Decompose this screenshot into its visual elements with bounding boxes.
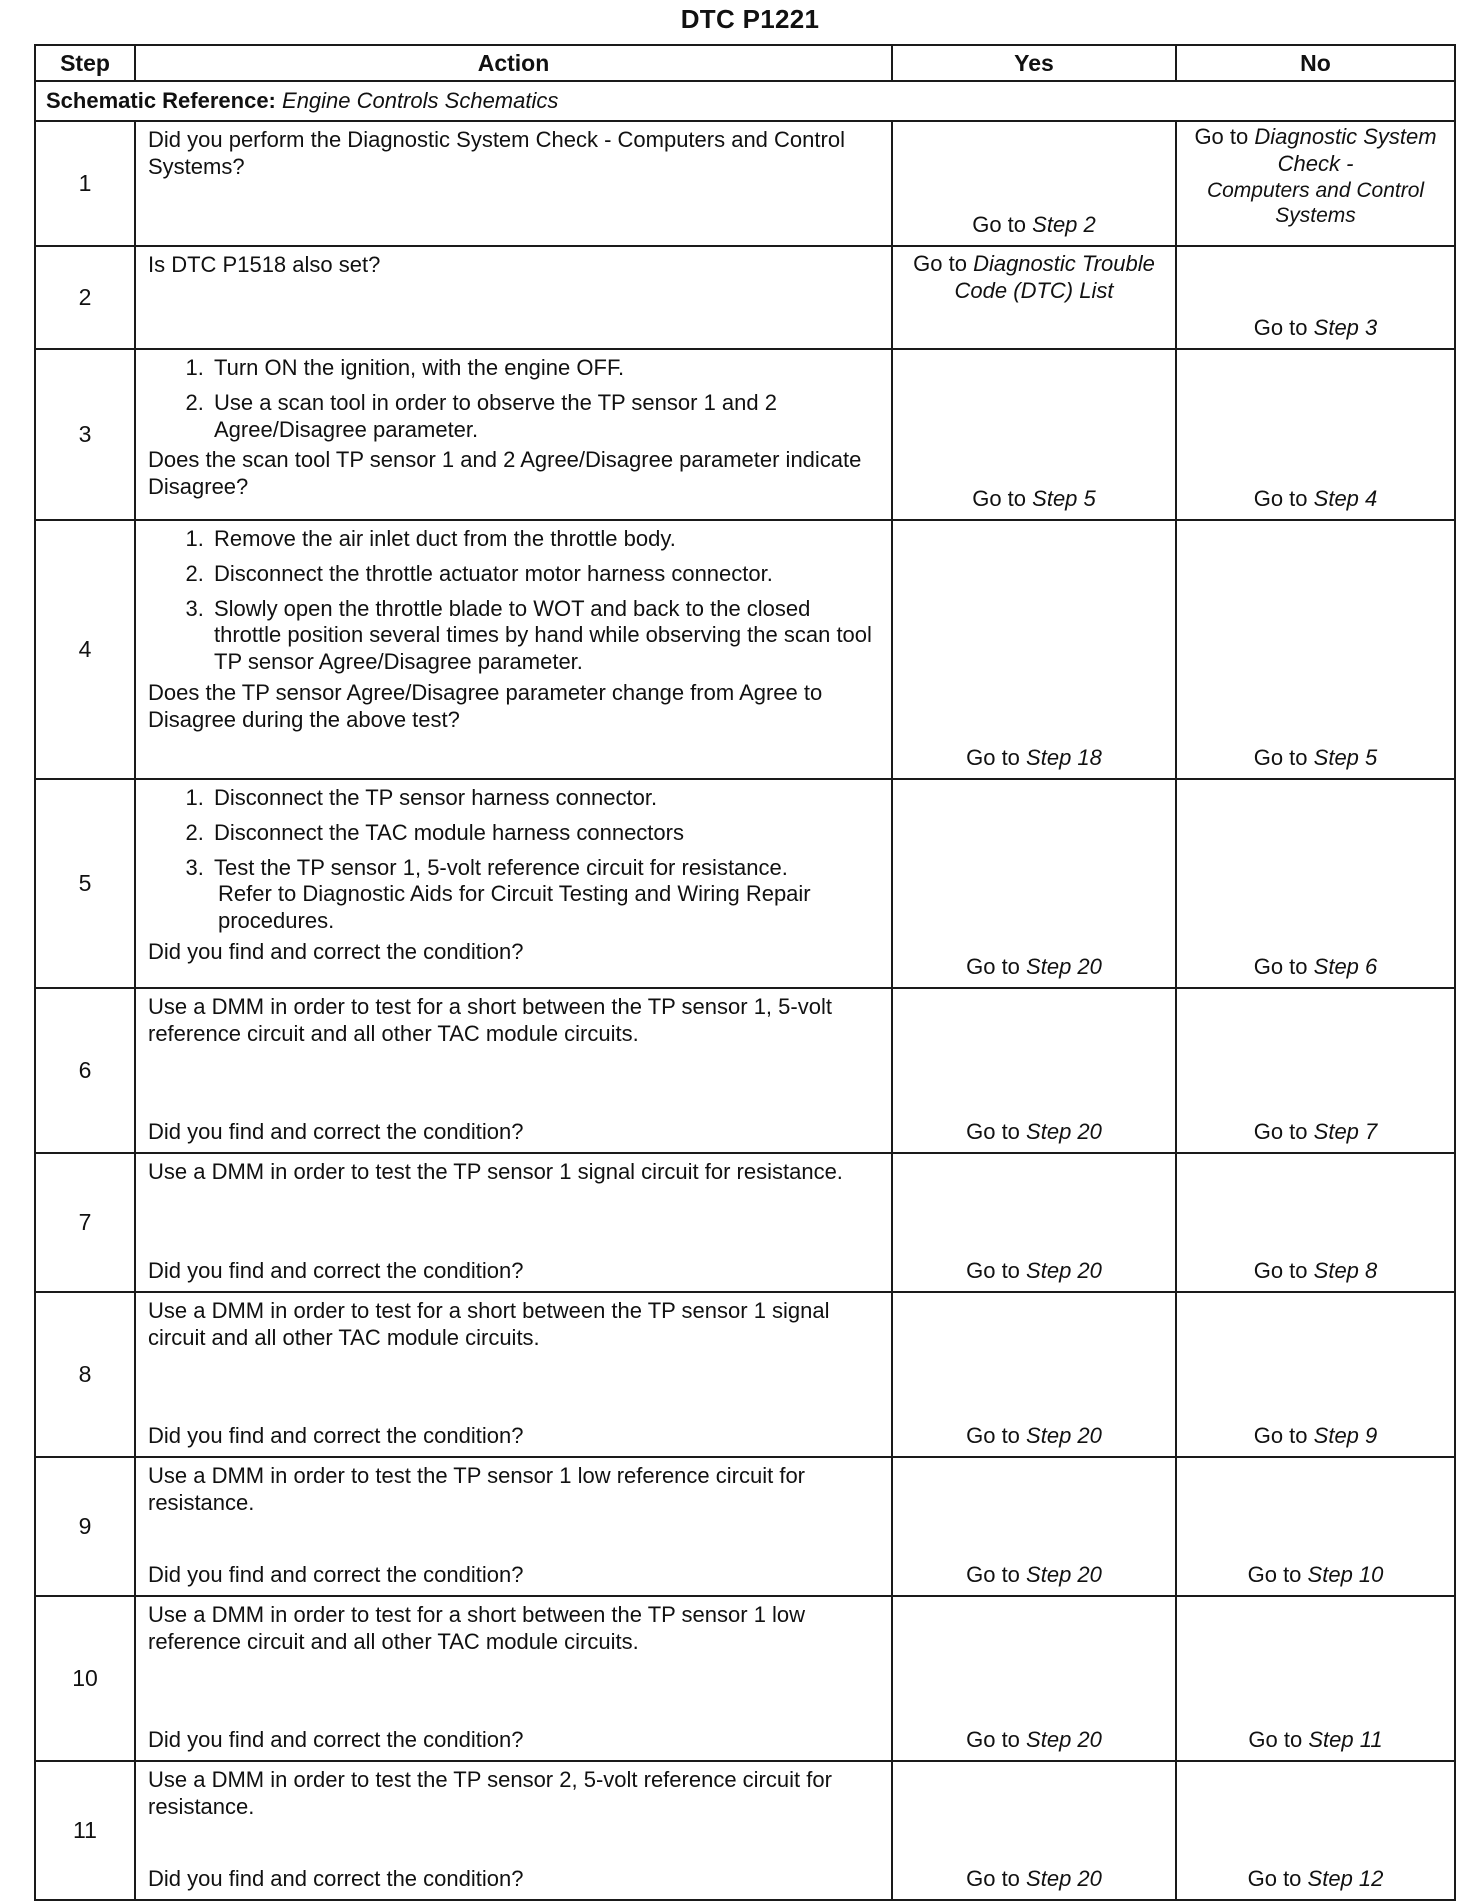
- action-cell: [135, 1596, 892, 1761]
- no-reference: Step 3: [1313, 315, 1378, 341]
- no-prefix: Go to: [1194, 124, 1249, 149]
- action-content: [148, 1463, 881, 1589]
- yes-reference: Step 20: [1026, 1727, 1102, 1753]
- action-question: Did you find and correct the condition?: [148, 1423, 524, 1449]
- yes-prefix: Go to: [972, 486, 1027, 512]
- no-cell: [1176, 1596, 1455, 1761]
- yes-reference: Step 20: [1026, 954, 1102, 980]
- substep-item: 1. Turn ON the ignition, with the engine OFF.: [210, 355, 881, 382]
- yes-prefix: Go to: [966, 1258, 1020, 1284]
- yes-reference: Step 20: [1026, 1562, 1102, 1588]
- action-cell: [135, 520, 892, 779]
- step-number: 11: [35, 1761, 135, 1900]
- yes-reference: Step 20: [1026, 1423, 1102, 1449]
- schematic-reference-link: Engine Controls Schematics: [282, 87, 559, 113]
- header-yes: Yes: [892, 45, 1176, 81]
- step-number: 7: [35, 1153, 135, 1292]
- table-row: [35, 1596, 1455, 1761]
- yes-cell: [892, 349, 1176, 520]
- action-cell: [135, 1153, 892, 1292]
- no-prefix: Go to: [1248, 1727, 1303, 1753]
- header-no: No: [1176, 45, 1455, 81]
- action-text: Use a DMM in order to test the TP sensor 1 signal circuit for resistance.: [148, 1159, 843, 1184]
- step-number: 10: [35, 1596, 135, 1761]
- schematic-reference: [35, 81, 1455, 121]
- no-prefix: Go to: [1247, 1866, 1302, 1892]
- table-row: [35, 1153, 1455, 1292]
- step-number: 1: [35, 121, 135, 246]
- table-row: [35, 520, 1455, 779]
- substep-item: 3. Slowly open the throttle blade to WOT and back to the closed throttle position several times by hand while observing the scan tool TP sensor Agree/Disagree parameter.: [210, 596, 881, 676]
- yes-cell: [892, 1457, 1176, 1596]
- substep-item: [210, 855, 881, 935]
- action-text: Use a DMM in order to test the TP sensor 1 low reference circuit for resistance.: [148, 1463, 806, 1515]
- no-cell: [1176, 121, 1455, 246]
- no-cell: [1176, 1153, 1455, 1292]
- step-number: 3: [35, 349, 135, 520]
- action-question: Did you find and correct the condition?: [148, 1727, 524, 1753]
- substep-list: [148, 355, 881, 443]
- action-content: [148, 994, 881, 1146]
- action-cell: [135, 1457, 892, 1596]
- no-reference: Step 6: [1313, 954, 1378, 980]
- no-prefix: Go to: [1253, 315, 1308, 341]
- no-cell: [1176, 349, 1455, 520]
- substep-item: 2. Disconnect the throttle actuator motor harness connector.: [210, 561, 881, 588]
- step-number: 5: [35, 779, 135, 988]
- no-cell: [1176, 1457, 1455, 1596]
- action-question: Did you find and correct the condition?: [148, 1119, 524, 1145]
- no-cell: [1176, 520, 1455, 779]
- action-cell: [135, 349, 892, 520]
- yes-prefix: Go to: [966, 954, 1020, 980]
- substep-note: Refer to Diagnostic Aids for Circuit Testing and Wiring Repair procedures.: [218, 881, 811, 934]
- yes-cell: [892, 779, 1176, 988]
- no-prefix: Go to: [1253, 486, 1308, 512]
- action-question: Did you find and correct the condition?: [148, 1562, 524, 1588]
- action-cell: [135, 1292, 892, 1457]
- yes-cell: [892, 1153, 1176, 1292]
- no-reference: Diagnostic System Check -: [1254, 124, 1437, 176]
- yes-reference: Step 20: [1026, 1866, 1102, 1892]
- substep-text: Test the TP sensor 1, 5-volt reference circuit for resistance.: [214, 854, 788, 880]
- action-question: Did you find and correct the condition?: [148, 1258, 524, 1284]
- yes-reference: Diagnostic Trouble Code (DTC) List: [954, 251, 1155, 303]
- table-row: [35, 988, 1455, 1153]
- action-content: [148, 1159, 881, 1285]
- yes-cell: [892, 1596, 1176, 1761]
- step-number: 6: [35, 988, 135, 1153]
- step-number: 9: [35, 1457, 135, 1596]
- no-reference: Step 5: [1313, 745, 1378, 771]
- table-row: [35, 246, 1455, 349]
- no-prefix: Go to: [1247, 1562, 1302, 1588]
- yes-cell: [892, 246, 1176, 349]
- no-reference: Step 4: [1313, 486, 1378, 512]
- yes-prefix: Go to: [966, 1866, 1020, 1892]
- yes-prefix: Go to: [966, 1727, 1020, 1753]
- no-reference-extra: Computers and Control Systems: [1206, 178, 1425, 228]
- action-text: Use a DMM in order to test for a short between the TP sensor 1 low reference circuit and all other TAC module circuits.: [148, 1602, 806, 1654]
- yes-reference: Step 18: [1026, 745, 1102, 771]
- yes-reference: Step 2: [1032, 212, 1096, 238]
- substep-list: [148, 526, 881, 676]
- yes-cell: [892, 121, 1176, 246]
- page-title: DTC P1221: [680, 4, 820, 34]
- table-row: [35, 779, 1455, 988]
- no-cell: [1176, 779, 1455, 988]
- table-row: [35, 349, 1455, 520]
- action-cell: [135, 246, 892, 349]
- table-row: [35, 1761, 1455, 1900]
- schematic-reference-row: [35, 81, 1455, 121]
- diagnostic-table: [34, 44, 1456, 1901]
- no-prefix: Go to: [1253, 1423, 1308, 1449]
- action-cell: [135, 1761, 892, 1900]
- yes-cell: [892, 520, 1176, 779]
- no-reference: Step 8: [1313, 1258, 1378, 1284]
- action-text: Use a DMM in order to test the TP sensor 2, 5-volt reference circuit for resistance.: [148, 1767, 832, 1819]
- no-prefix: Go to: [1253, 1258, 1308, 1284]
- step-number: 4: [35, 520, 135, 779]
- substep-list: [148, 785, 881, 935]
- action-text: Use a DMM in order to test for a short between the TP sensor 1, 5-volt reference circuit and all other TAC module circuits.: [148, 994, 832, 1046]
- yes-prefix: Go to: [966, 1423, 1020, 1449]
- action-text: Use a DMM in order to test for a short between the TP sensor 1 signal circuit and all other TAC module circuits.: [148, 1298, 830, 1350]
- action-content: [148, 1298, 881, 1450]
- action-cell: [135, 779, 892, 988]
- action-cell: [135, 121, 892, 246]
- no-cell: [1176, 1761, 1455, 1900]
- action-question: Does the TP sensor Agree/Disagree parameter change from Agree to Disagree during the above test?: [148, 680, 823, 732]
- no-cell: [1176, 988, 1455, 1153]
- yes-cell: [892, 1761, 1176, 1900]
- no-reference: Step 9: [1313, 1423, 1378, 1449]
- yes-reference: Step 20: [1026, 1258, 1102, 1284]
- action-text: Did you perform the Diagnostic System Check - Computers and Control Systems?: [148, 127, 845, 179]
- no-prefix: Go to: [1253, 745, 1308, 771]
- yes-reference: Step 20: [1026, 1119, 1102, 1145]
- action-content: [148, 1602, 881, 1754]
- yes-prefix: Go to: [972, 212, 1027, 238]
- substep-item: 1. Disconnect the TP sensor harness connector.: [210, 785, 881, 812]
- yes-prefix: Go to: [913, 251, 967, 276]
- table-row: [35, 1457, 1455, 1596]
- no-cell: [1176, 246, 1455, 349]
- step-number: 2: [35, 246, 135, 349]
- schematic-reference-label: Schematic Reference:: [46, 87, 276, 113]
- yes-reference: Step 5: [1032, 486, 1096, 512]
- action-text: Is DTC P1518 also set?: [148, 252, 381, 277]
- no-reference: Step 7: [1313, 1119, 1378, 1145]
- substep-item: 1. Remove the air inlet duct from the throttle body.: [210, 526, 881, 553]
- no-reference: Step 10: [1307, 1562, 1384, 1588]
- action-question: Did you find and correct the condition?: [148, 939, 524, 965]
- header-action: Action: [135, 45, 892, 81]
- no-reference: Step 11: [1308, 1727, 1383, 1753]
- no-reference: Step 12: [1307, 1866, 1384, 1892]
- no-prefix: Go to: [1253, 954, 1308, 980]
- no-prefix: Go to: [1253, 1119, 1308, 1145]
- action-cell: [135, 988, 892, 1153]
- header-row: [35, 45, 1455, 81]
- yes-prefix: Go to: [966, 745, 1020, 771]
- yes-prefix: Go to: [966, 1119, 1020, 1145]
- no-cell: [1176, 1292, 1455, 1457]
- action-question: Did you find and correct the condition?: [148, 1866, 524, 1892]
- substep-item: 2. Use a scan tool in order to observe the TP sensor 1 and 2 Agree/Disagree parameter.: [210, 390, 881, 444]
- yes-cell: [892, 1292, 1176, 1457]
- header-step: Step: [35, 45, 135, 81]
- table-row: [35, 1292, 1455, 1457]
- action-content: [148, 1767, 881, 1893]
- action-question: Does the scan tool TP sensor 1 and 2 Agree/Disagree parameter indicate Disagree?: [148, 447, 862, 500]
- substep-item: 2. Disconnect the TAC module harness connectors: [210, 820, 881, 847]
- step-number: 8: [35, 1292, 135, 1457]
- yes-cell: [892, 988, 1176, 1153]
- table-row: [35, 121, 1455, 246]
- yes-prefix: Go to: [966, 1562, 1020, 1588]
